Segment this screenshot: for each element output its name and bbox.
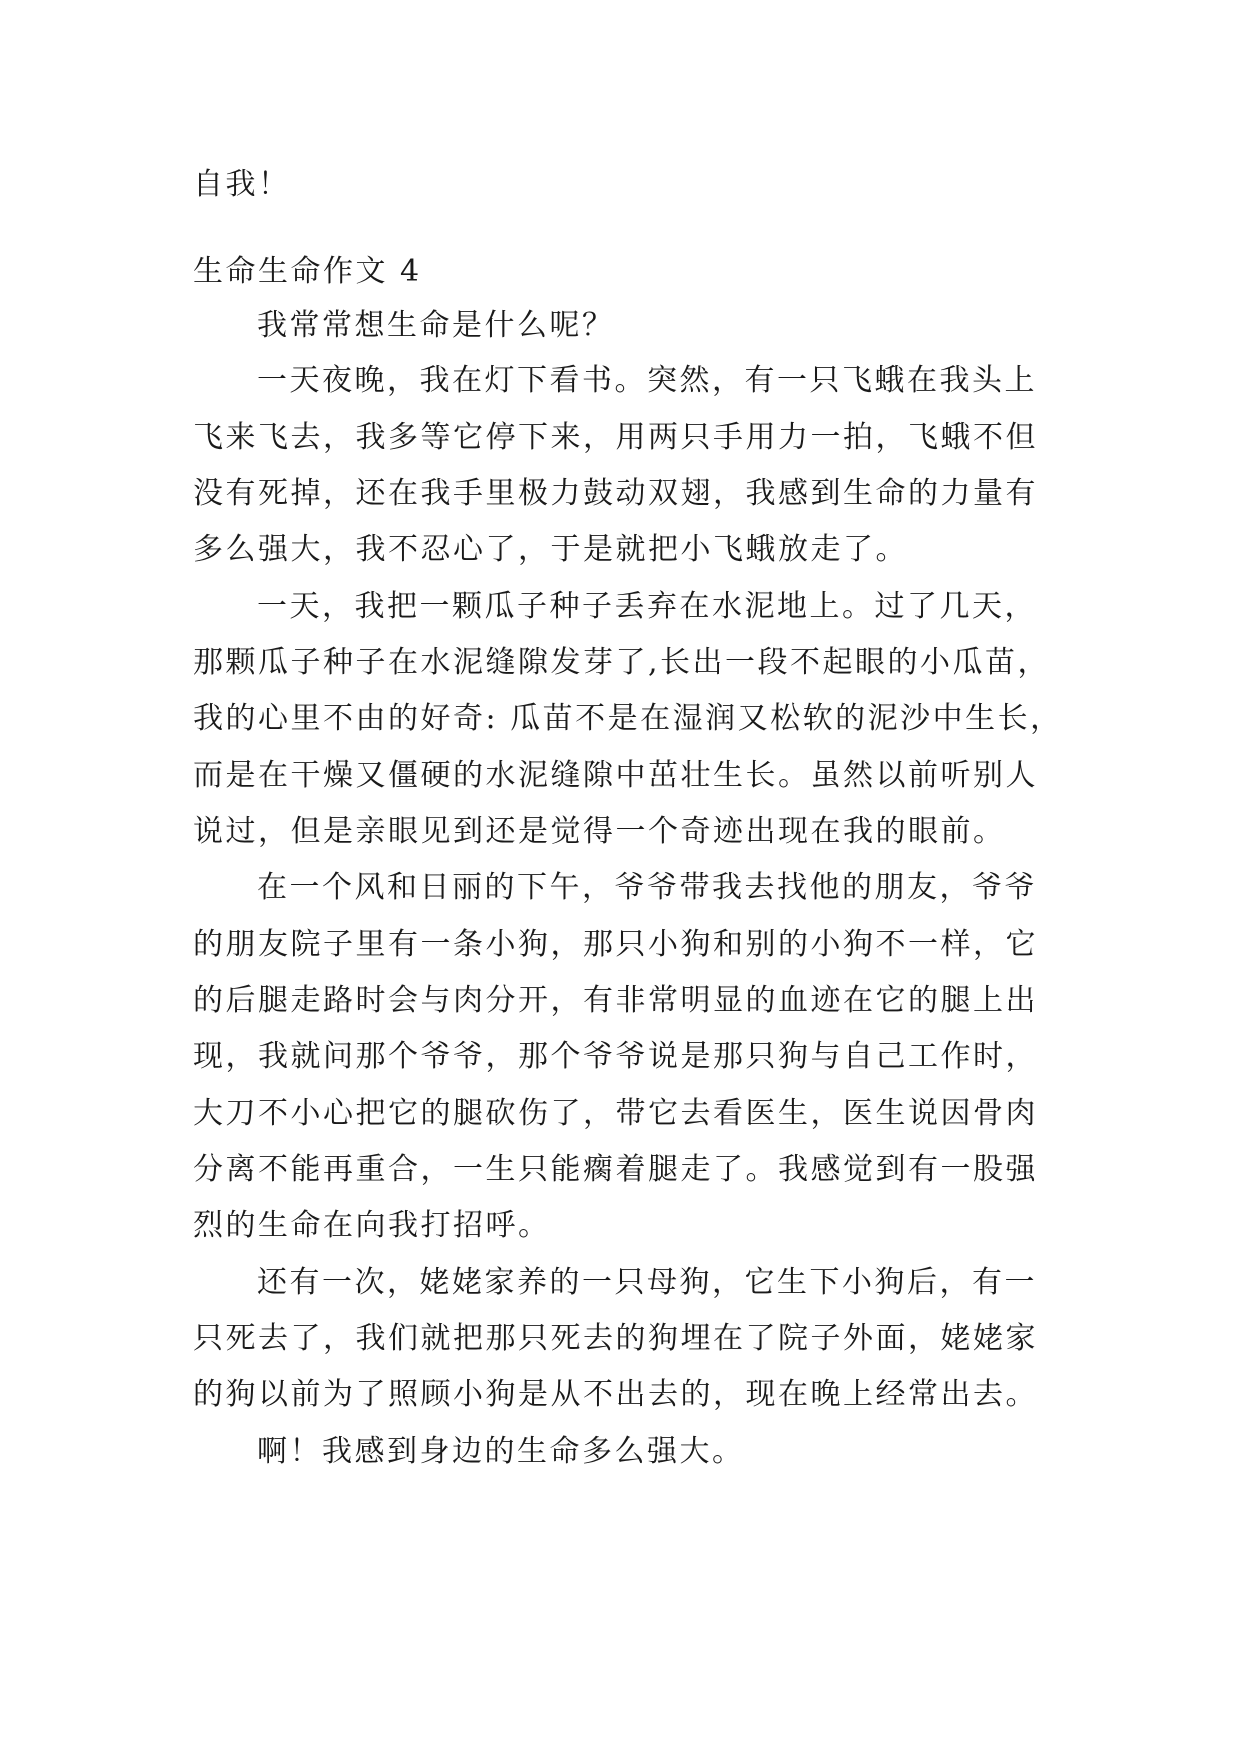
paragraph-line: 的狗以前为了照顾小狗是从不出去的，现在晚上经常出去。	[193, 1377, 1038, 1412]
paragraph-line: 现，我就问那个爷爷，那个爷爷说是那只狗与自己工作时，	[193, 1039, 1038, 1074]
paragraph-line: 在一个风和日丽的下午，爷爷带我去找他的朋友，爷爷	[257, 870, 1037, 905]
paragraph-line: 大刀不小心把它的腿砍伤了，带它去看医生，医生说因骨肉	[193, 1096, 1038, 1131]
paragraph-line: 我常常想生命是什么呢？	[257, 308, 615, 343]
paragraph-line: 飞来飞去，我多等它停下来，用两只手用力一拍，飞蛾不但	[193, 420, 1038, 455]
paragraph-line: 还有一次，姥姥家养的一只母狗，它生下小狗后，有一	[257, 1265, 1037, 1300]
paragraph-line: 的朋友院子里有一条小狗，那只小狗和别的小狗不一样，它	[193, 927, 1038, 962]
paragraph-line: 烈的生命在向我打招呼。	[193, 1208, 551, 1243]
paragraph-line: 而是在干燥又僵硬的水泥缝隙中茁壮生长。虽然以前听别人	[193, 758, 1038, 793]
paragraph-line: 只死去了，我们就把那只死去的狗埋在了院子外面，姥姥家	[193, 1321, 1038, 1356]
closing-line: 自我！	[193, 167, 291, 202]
paragraph-line: 那颗瓜子种子在水泥缝隙发芽了,长出一段不起眼的小瓜苗，	[193, 645, 1051, 680]
paragraph-line: 说过，但是亲眼见到还是觉得一个奇迹出现在我的眼前。	[193, 814, 1006, 849]
paragraph-line: 我的心里不由的好奇: 瓜苗不是在湿润又松软的泥沙中生长，	[193, 701, 1063, 736]
paragraph-line: 分离不能再重合，一生只能瘸着腿走了。我感觉到有一股强	[193, 1152, 1038, 1187]
paragraph-line: 啊！我感到身边的生命多么强大。	[257, 1434, 745, 1469]
paragraph-line: 的后腿走路时会与肉分开，有非常明显的血迹在它的腿上出	[193, 983, 1038, 1018]
paragraph-line: 一天，我把一颗瓜子种子丢弃在水泥地上。过了几天，	[257, 589, 1037, 624]
paragraph-line: 没有死掉，还在我手里极力鼓动双翅，我感到生命的力量有	[193, 476, 1038, 511]
essay-title: 生命生命作文 4	[193, 254, 422, 289]
paragraph-line: 多么强大，我不忍心了，于是就把小飞蛾放走了。	[193, 532, 908, 567]
paragraph-line: 一天夜晚，我在灯下看书。突然，有一只飞蛾在我头上	[257, 363, 1037, 398]
